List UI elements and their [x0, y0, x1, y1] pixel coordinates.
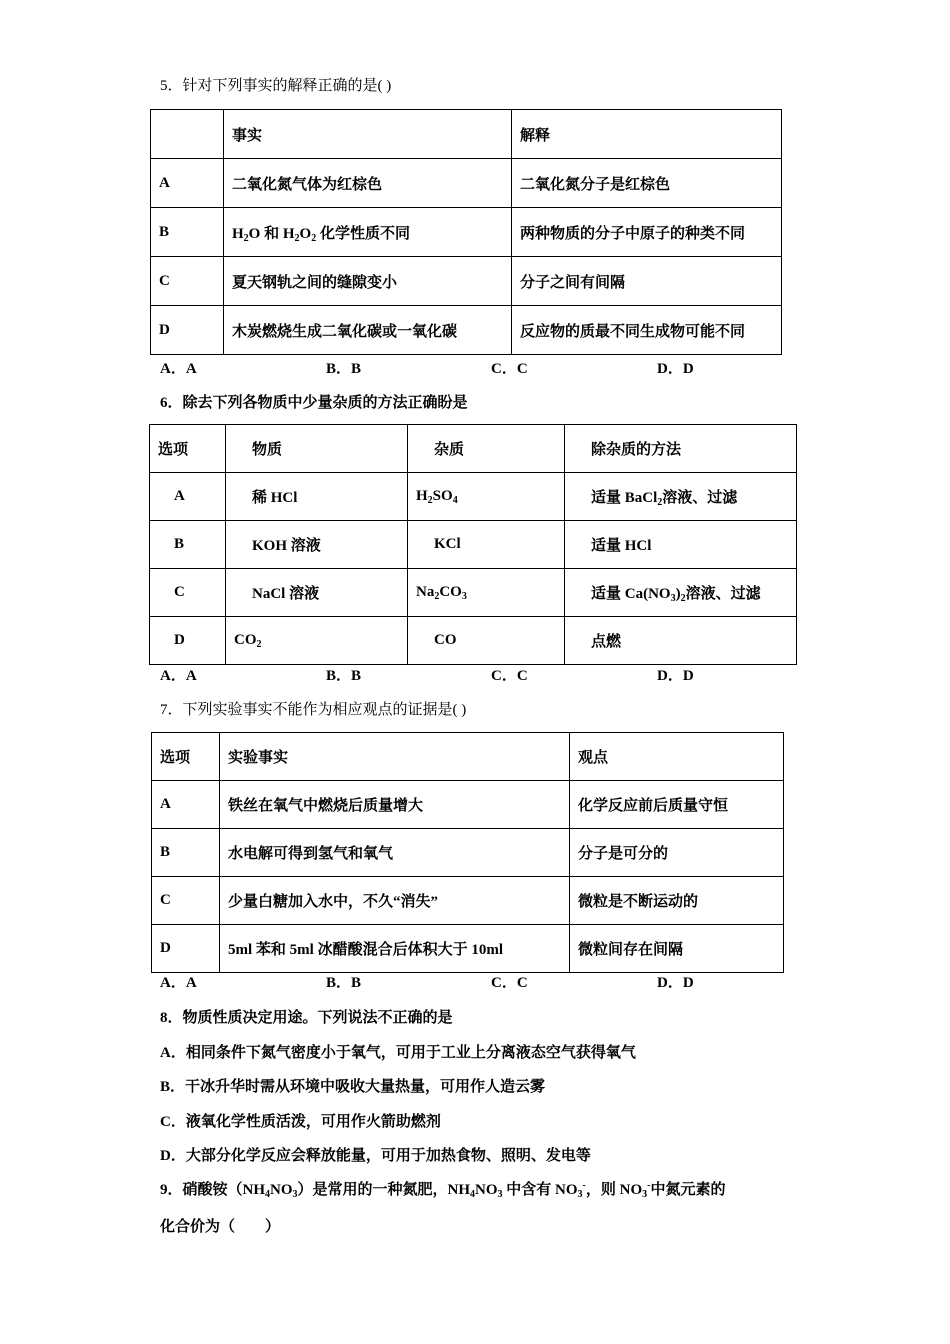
header-cell [151, 110, 224, 159]
choice-c[interactable]: C．C [491, 975, 528, 991]
explain-cell: 分子之间有间隔 [512, 257, 782, 306]
substance-cell: 稀 HCl [226, 473, 408, 521]
choice-a[interactable]: A．A [160, 361, 197, 377]
q8-option-a[interactable]: A．相同条件下氮气密度小于氧气，可用于工业上分离液态空气获得氧气 [160, 1045, 636, 1061]
view-cell: 微粒是不断运动的 [570, 877, 784, 925]
fact-cell: 铁丝在氧气中燃烧后质量增大 [220, 781, 570, 829]
explain-cell: 两种物质的分子中原子的种类不同 [512, 208, 782, 257]
q7-stem: 7．下列实验事实不能作为相应观点的证据是( ) [160, 702, 467, 718]
q8-option-b[interactable]: B．干冰升华时需从环境中吸收大量热量，可用作人造云雾 [160, 1079, 546, 1095]
table-row [151, 208, 782, 257]
choice-b[interactable]: B．B [326, 975, 362, 991]
fact-cell: 水电解可得到氢气和氧气 [220, 829, 570, 877]
header-cell: 除杂质的方法 [565, 425, 797, 473]
row-label: A [150, 473, 226, 521]
fact-cell: 二氧化氮气体为红棕色 [224, 159, 512, 208]
q6-stem: 6．除去下列各物质中少量杂质的方法正确盼是 [160, 395, 468, 411]
explain-cell: 反应物的质最不同生成物可能不同 [512, 306, 782, 355]
explain-cell: 二氧化氮分子是红棕色 [512, 159, 782, 208]
header-cell: 观点 [570, 733, 784, 781]
table-row [150, 617, 797, 665]
table-header-row [150, 425, 797, 473]
method-cell: 点燃 [565, 617, 797, 665]
choice-b[interactable]: B．B [326, 361, 362, 377]
substance-cell: NaCl 溶液 [226, 569, 408, 617]
fact-cell: 少量白糖加入水中，不久“消失” [220, 877, 570, 925]
q8-stem: 8．物质性质决定用途。下列说法不正确的是 [160, 1010, 453, 1026]
fact-cell: 木炭燃烧生成二氧化碳或一氧化碳 [224, 306, 512, 355]
impurity-cell: KCl [408, 521, 565, 569]
view-cell: 化学反应前后质量守恒 [570, 781, 784, 829]
table-header-row [151, 110, 782, 159]
choice-a[interactable]: A．A [160, 668, 197, 684]
table-row [151, 159, 782, 208]
method-cell: 适量 BaCl$_2$溶液、过滤 [565, 473, 797, 521]
table-row [152, 925, 784, 973]
impurity-cell: CO [408, 617, 565, 665]
row-label: C [152, 877, 220, 925]
substance-cell: $CO_2$ [226, 617, 408, 665]
choice-c[interactable]: C．C [491, 668, 528, 684]
row-label: B [152, 829, 220, 877]
header-cell: 选项 [152, 733, 220, 781]
row-label: D [152, 925, 220, 973]
q8-option-d[interactable]: D．大部分化学反应会释放能量，可用于加热食物、照明、发电等 [160, 1148, 591, 1164]
choice-c[interactable]: C．C [491, 361, 528, 377]
header-cell: 实验事实 [220, 733, 570, 781]
fact-cell: 5ml 苯和 5ml 冰醋酸混合后体积大于 10ml [220, 925, 570, 973]
choice-d[interactable]: D．D [657, 361, 694, 377]
table-row [152, 829, 784, 877]
table-row [151, 257, 782, 306]
row-label: D [150, 617, 226, 665]
view-cell: 分子是可分的 [570, 829, 784, 877]
q9-stem-line1: 9．硝酸铵$(NH_4NO_3)$是常用的一种氮肥，$NH_4NO_3$ 中含有 $NO_3^-$，则 $NO_3^-$中氮元素的 [160, 1180, 726, 1200]
table-row [152, 781, 784, 829]
row-label: A [151, 159, 224, 208]
fact-cell: $H_2O$ 和 $H_2O_2$ 化学性质不同 [224, 208, 512, 257]
choice-d[interactable]: D．D [657, 668, 694, 684]
choice-b[interactable]: B．B [326, 668, 362, 684]
choice-d[interactable]: D．D [657, 975, 694, 991]
q8-option-c[interactable]: C．液氧化学性质活泼，可用作火箭助燃剂 [160, 1114, 441, 1130]
table-row [152, 877, 784, 925]
q7-table [151, 732, 784, 973]
table-row [150, 473, 797, 521]
row-label: C [151, 257, 224, 306]
row-label: C [150, 569, 226, 617]
header-cell: 物质 [226, 425, 408, 473]
impurity-cell: $H_2SO_4$ [408, 473, 565, 521]
method-cell: 适量 $Ca(NO_3)_2$溶液、过滤 [565, 569, 797, 617]
table-row [150, 569, 797, 617]
method-cell: 适量 HCl [565, 521, 797, 569]
q6-table [149, 424, 797, 665]
view-cell: 微粒间存在间隔 [570, 925, 784, 973]
header-cell: 选项 [150, 425, 226, 473]
q5-stem: 5．针对下列事实的解释正确的是( ) [160, 78, 392, 94]
choice-a[interactable]: A．A [160, 975, 197, 991]
row-label: D [151, 306, 224, 355]
header-cell: 事实 [224, 110, 512, 159]
row-label: B [151, 208, 224, 257]
header-cell: 解释 [512, 110, 782, 159]
header-cell: 杂质 [408, 425, 565, 473]
impurity-cell: $Na_2CO_3$ [408, 569, 565, 617]
q9-stem-line2: 化合价为（ ） [160, 1219, 281, 1235]
table-header-row [152, 733, 784, 781]
table-row [151, 306, 782, 355]
q5-table [150, 109, 782, 355]
substance-cell: KOH 溶液 [226, 521, 408, 569]
row-label: B [150, 521, 226, 569]
fact-cell: 夏天钢轨之间的缝隙变小 [224, 257, 512, 306]
table-row [150, 521, 797, 569]
row-label: A [152, 781, 220, 829]
